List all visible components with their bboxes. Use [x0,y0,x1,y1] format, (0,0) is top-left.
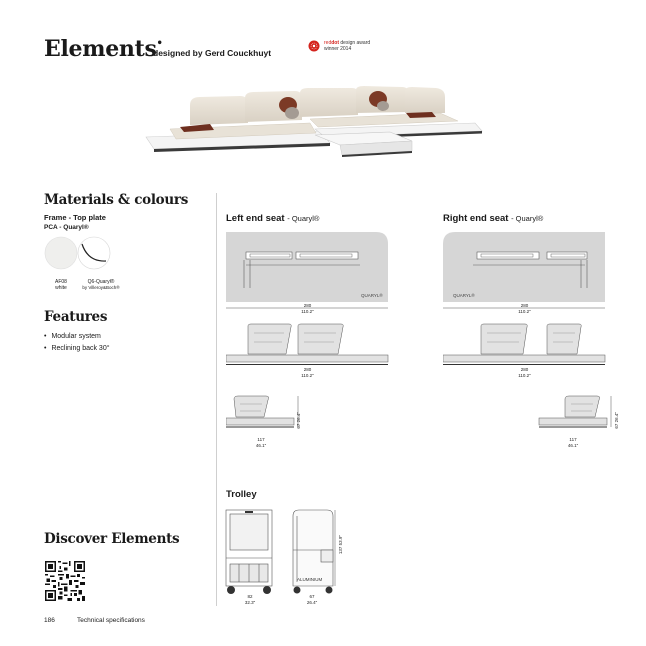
award-brand-dot: dot [331,40,340,46]
page-number: 186 [44,617,55,624]
left-side-height-dim: 67 26.4" [296,412,301,429]
swatch-q6-quaryl[interactable] [78,237,110,269]
left-front-dim: 280 110.2" [301,367,314,378]
trolley-side-depth-dim: 67 26.4" [306,594,318,605]
swatch-circles [44,236,114,270]
award-badge [308,40,370,52]
material-label: PCA - Quaryl® [44,224,89,231]
right-side-height-dim: 67 26.4" [614,412,619,429]
award-brand-red: red [324,40,332,46]
award-line1: design award [339,40,371,46]
designer-credit: designed by Gerd Couckhuyt [153,48,272,58]
discover-heading: Discover Elements [44,531,180,547]
right-top-dim: 280 110.2" [518,303,531,314]
trolley-title: Trolley [226,489,257,500]
feature-item: • Reclining back 30° [44,343,110,355]
reddot-icon [308,40,320,52]
trolley-front-width-dim: 82 32.3" [244,594,256,605]
right-end-seat-title: Right end seat - Quaryl® [443,213,544,224]
left-side-depth-dim: 117 46.1" [255,437,267,448]
trolley-material-label: ALUMINIUM [297,577,323,582]
left-end-seat-front-view [226,322,389,366]
trolley-height-dim: 137 53.9" [338,535,343,555]
right-side-depth-dim: 117 46.1" [567,437,579,448]
left-end-seat-title: Left end seat - Quaryl® [226,213,320,224]
right-end-seat-side-view [535,395,615,437]
swatch-q6-label: Q6-Quaryl® by Villeroy&Boch® [82,279,120,290]
materials-heading: Materials & colours [44,192,189,208]
frame-label: Frame - Top plate [44,213,106,222]
left-top-dim: 280 110.2" [301,303,314,314]
right-plate-label: QUARYL® [453,293,475,298]
page-title: Elements• [44,36,163,62]
qr-code[interactable] [45,561,85,601]
column-divider [216,193,217,606]
left-end-seat-side-view [226,395,306,437]
trolley-front-view [224,508,274,596]
feature-item: • Modular system [44,331,110,343]
hero-sofa-image [140,85,490,160]
footer-section: Technical specifications [77,617,145,624]
swatch-row [44,236,114,270]
right-front-dim: 280 110.2" [518,367,531,378]
swatch-af08[interactable] [45,237,77,269]
swatch-af08-label: AF08 white [55,279,67,291]
left-plate-label: QUARYL® [361,293,383,298]
features-heading: Features [44,309,108,325]
features-list [44,331,110,355]
award-line2: winner 2014 [324,46,352,52]
right-end-seat-front-view [443,322,606,366]
trolley-side-view [289,508,339,596]
